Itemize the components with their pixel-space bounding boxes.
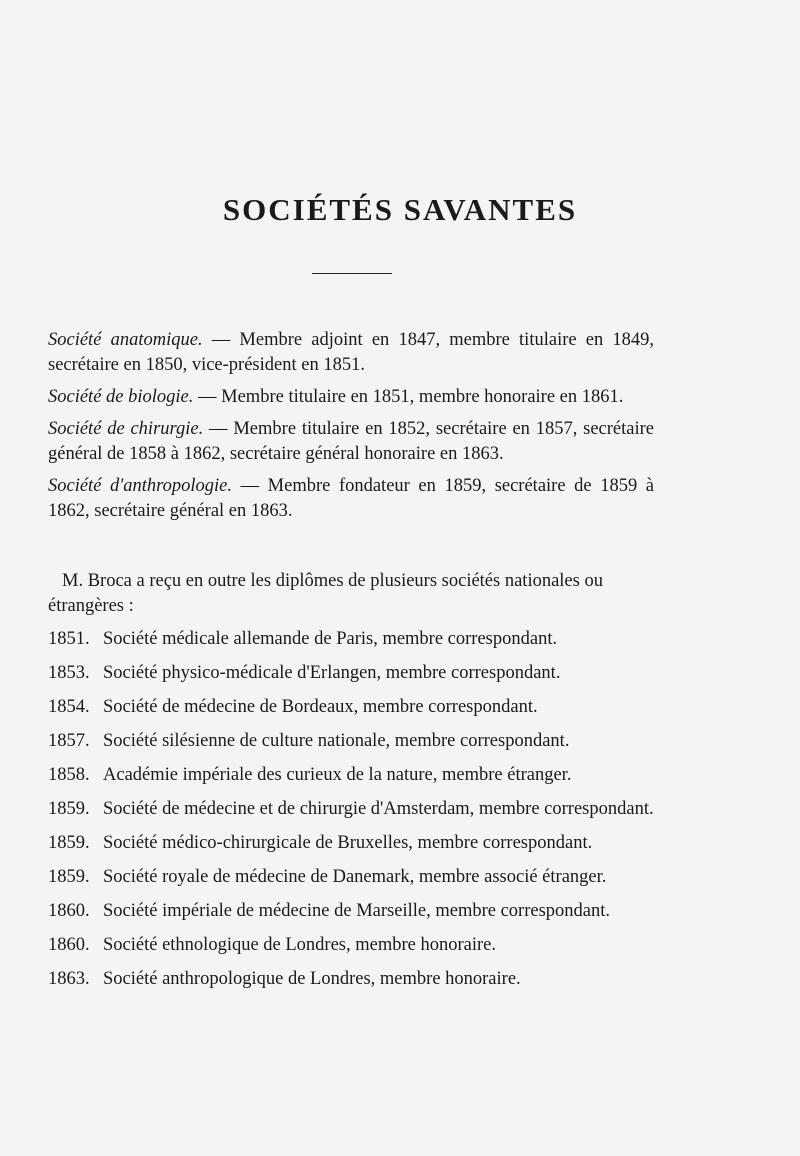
membership-text: — Membre titulaire en 1851, membre honoraire en 1861. xyxy=(193,387,624,407)
diploma-year: 1858. xyxy=(48,765,90,785)
society-name: Société d'anthropologie. xyxy=(48,476,232,496)
diploma-year: 1859. xyxy=(48,867,90,887)
diploma-year: 1854. xyxy=(48,697,90,717)
diploma-row xyxy=(48,763,654,788)
intro-text: M. Broca a reçu en outre les diplômes de plusieurs sociétés nationales ou étrangères : xyxy=(48,571,603,616)
diploma-year: 1859. xyxy=(48,833,90,853)
diplomas-list xyxy=(48,627,654,1001)
diploma-row xyxy=(48,729,654,754)
diploma-row xyxy=(48,797,654,822)
diploma-row xyxy=(48,831,654,856)
membership-entry xyxy=(48,328,654,378)
membership-entry xyxy=(48,385,654,410)
diploma-text: Société royale de médecine de Danemark, membre associé étranger. xyxy=(103,867,607,887)
membership-text: — Membre titulaire en 1852, secrétaire en 1857, secrétaire général de 1858 à 1862, secrétaire général honoraire en 1863. xyxy=(48,419,655,464)
diploma-year: 1857. xyxy=(48,731,90,751)
diploma-row xyxy=(48,627,654,652)
society-name: Société de chirurgie. xyxy=(48,419,204,439)
diploma-year: 1860. xyxy=(48,901,90,921)
membership-entry xyxy=(48,474,654,524)
diploma-year: 1853. xyxy=(48,663,90,683)
diploma-row xyxy=(48,695,654,720)
diploma-text: Société de médecine et de chirurgie d'Amsterdam, membre correspondant. xyxy=(103,799,654,819)
title-rule xyxy=(312,273,392,274)
diploma-year: 1851. xyxy=(48,629,90,649)
diploma-row xyxy=(48,661,654,686)
diploma-row xyxy=(48,865,654,890)
diploma-row xyxy=(48,933,654,958)
diploma-text: Société physico-médicale d'Erlangen, membre correspondant. xyxy=(103,663,561,683)
diploma-text: Société ethnologique de Londres, membre honoraire. xyxy=(103,935,496,955)
diploma-text: Société anthropologique de Londres, membre honoraire. xyxy=(103,969,521,989)
diploma-text: Société médico-chirurgicale de Bruxelles, membre correspondant. xyxy=(103,833,593,853)
society-name: Société anatomique. xyxy=(48,330,203,350)
diploma-text: Société de médecine de Bordeaux, membre correspondant. xyxy=(103,697,538,717)
page-title: SOCIÉTÉS SAVANTES xyxy=(222,192,578,227)
diploma-row xyxy=(48,967,654,992)
diploma-year: 1860. xyxy=(48,935,90,955)
memberships-list xyxy=(48,328,654,531)
membership-text: — Membre fondateur en 1859, secrétaire de 1859 à 1862, secrétaire général en 1863. xyxy=(48,476,654,521)
diploma-text: Société silésienne de culture nationale, membre correspondant. xyxy=(103,731,570,751)
diploma-year: 1859. xyxy=(48,799,90,819)
membership-entry xyxy=(48,417,654,467)
diplomas-intro xyxy=(48,569,654,619)
society-name: Société de biologie. xyxy=(48,387,194,407)
diploma-text: Société médicale allemande de Paris, membre correspondant. xyxy=(103,629,558,649)
membership-text: — Membre adjoint en 1847, membre titulaire en 1849, secrétaire en 1850, vice-président en 1851. xyxy=(48,330,655,375)
diploma-text: Académie impériale des curieux de la nature, membre étranger. xyxy=(103,765,572,785)
diploma-row xyxy=(48,899,654,924)
diploma-year: 1863. xyxy=(48,969,90,989)
diploma-text: Société impériale de médecine de Marseille, membre correspondant. xyxy=(103,901,610,921)
